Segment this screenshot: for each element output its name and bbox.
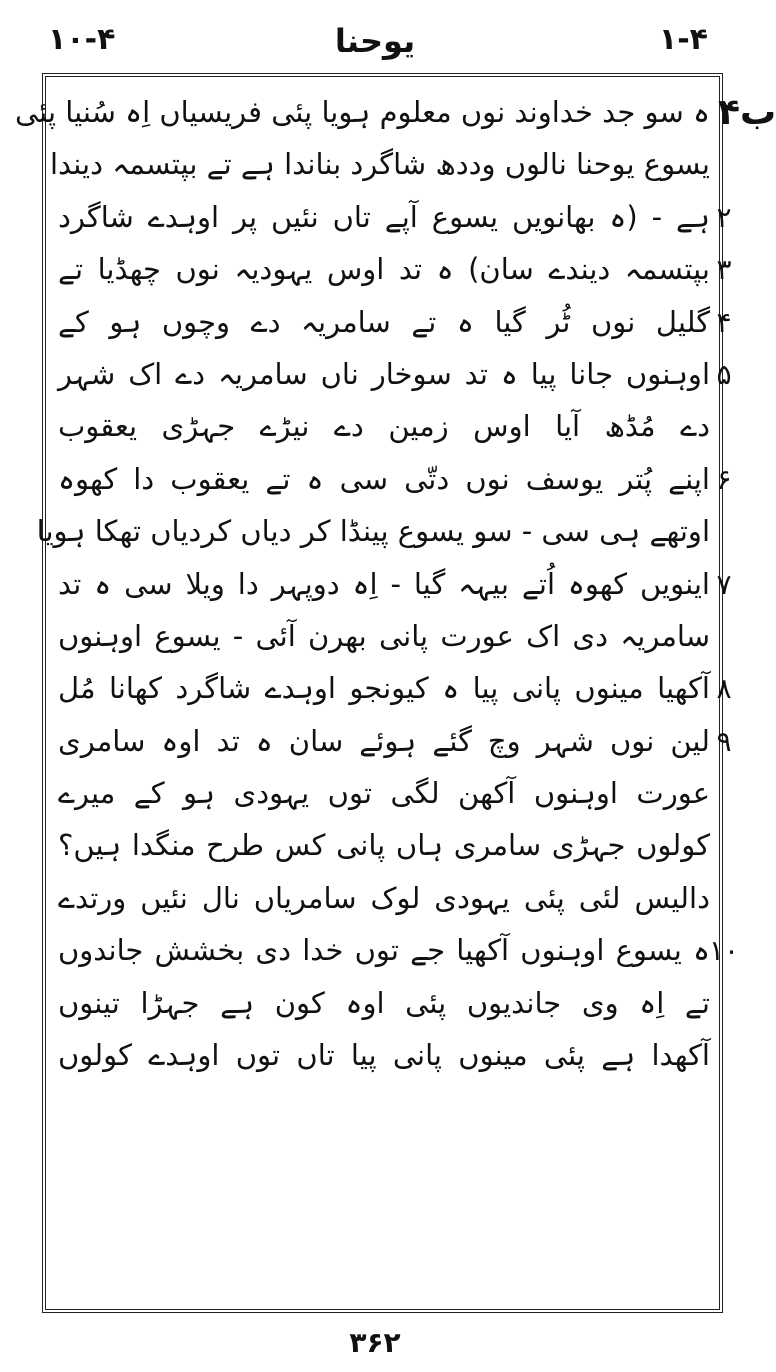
- text-line: اوتھے ہی سی - سو یسوع پینڈا کر دیاں کردیاں تھکا ہویا: [36, 514, 710, 549]
- verse-number: ۶: [716, 462, 732, 496]
- verse-number: ۸: [716, 672, 732, 706]
- verse-number: ۷: [716, 567, 732, 601]
- chapter-label: ۴ب: [718, 92, 776, 133]
- text-line: سامریہ دی اک عورت پانی بھرن آئی - یسوع اوہنوں: [58, 618, 710, 653]
- text-line: یسوع یوحنا نالوں وددھ شاگرد بناندا ہے تے بپتسمہ دیندا: [50, 147, 710, 182]
- text-line: عورت اوہنوں آکھن لگی توں یہودی ہو کے میرے: [58, 776, 710, 811]
- verse-number: ۵: [716, 358, 732, 391]
- text-line: ہے - (ہ بھانویں یسوع آپے تاں نئیں پر اوہدے شاگرد: [58, 199, 710, 234]
- text-line: کولوں جہڑی سامری ہاں پانی کس طرح منگدا ہیں؟: [58, 828, 710, 863]
- text-line: ہ سو جد خداوند نوں معلوم ہویا پئی فریسیاں اِہ سُنیا پئی: [15, 95, 710, 129]
- verse-number: ۳: [716, 253, 732, 287]
- verse-number: ۴: [716, 305, 732, 339]
- text-line: گلیل نوں ٹُر گیا ہ تے سامریہ دے وچوں ہو کے: [58, 304, 710, 339]
- verse-number: ۲: [716, 200, 732, 234]
- text-line: دالیس لئی پئی یہودی لوک سامریاں نال نئیں ورتدے: [58, 880, 710, 915]
- text-line: اینویں کھوہ اُتے بیہہ گیا - اِہ دوپہر دا ویلا سی ہ تد: [58, 566, 710, 601]
- text-line: لین نوں شہر وچ گئے ہوئے سان ہ تد اوہ سامری: [58, 723, 710, 758]
- header-chapter-range-right: ۱-۴: [658, 22, 708, 57]
- verse-number: ۹: [716, 724, 732, 758]
- header-chapter-range-left: ۱۰-۴: [48, 22, 116, 57]
- book-title: یوحنا: [334, 22, 416, 60]
- text-line: اپنے پُتر یوسف نوں دتّی سی ہ تے یعقوب دا کھوہ: [58, 461, 710, 496]
- scripture-text-block: [15, 86, 710, 1081]
- text-line: دے مُڈھ آیا اوس زمین دے نیڑے جہڑی یعقوب: [58, 409, 710, 444]
- text-line: آکھدا ہے پئی مینوں پانی پیا تاں توں اوہدے کولوں: [58, 1038, 710, 1073]
- text-line: آکھیا مینوں پانی پیا ہ کیونجو اوہدے شاگرد کھانا مُل: [58, 671, 710, 706]
- text-line: تے اِہ وی جاندیوں پئی اوہ کون ہے جہڑا تینوں: [58, 985, 710, 1020]
- text-line: بپتسمہ دیندے سان) ہ تد اوس یہودیہ نوں چھڈیا تے: [58, 252, 710, 287]
- text-line: اوہنوں جانا پیا ہ تد سوخار ناں سامریہ دے اک شہر: [58, 356, 710, 391]
- text-line: ہ یسوع اوہنوں آکھیا جے توں خدا دی بخشش جاندوں: [58, 933, 710, 968]
- page-number: ۳۶۲: [349, 1326, 401, 1359]
- verse-number: ۱۰: [708, 934, 740, 968]
